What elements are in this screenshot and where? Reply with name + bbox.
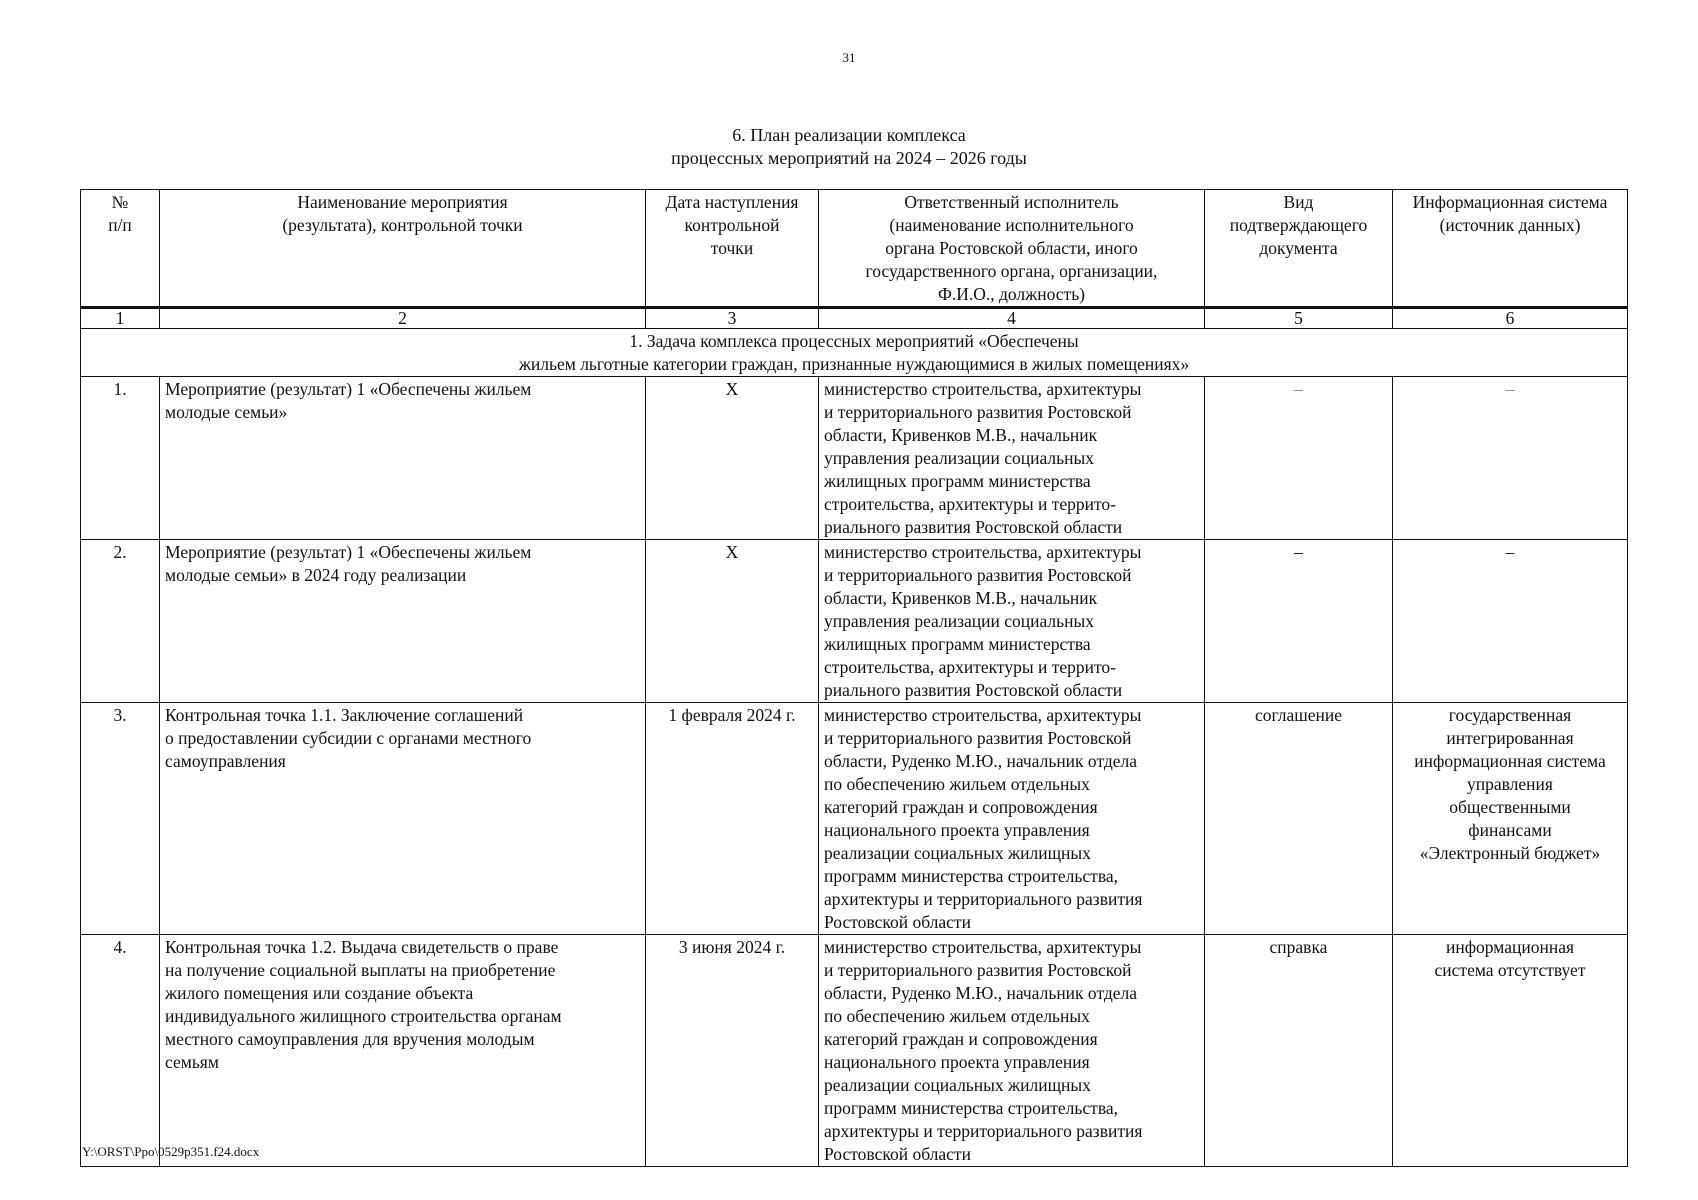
row-name: Мероприятие (результат) 1 «Обеспечены жильем молодые семьи» bbox=[160, 377, 646, 540]
table-row bbox=[81, 540, 1628, 703]
table-row bbox=[81, 703, 1628, 935]
row-responsible: министерство строительства, архитектуры и территориального развития Ростовской области, Руденко М.Ю., начальник отдела по обеспечению жильем отдельных категорий граждан и сопровождения национального проекта управления реализации социальных жилищных программ министерства строительства, архитектуры и территориального развития Ростовской области bbox=[819, 935, 1205, 1167]
header-name: Наименование мероприятия (результата), контрольной точки bbox=[160, 190, 646, 308]
row-responsible: министерство строительства, архитектуры и территориального развития Ростовской области, Кривенков М.В., начальник управления реализации социальных жилищных программ министерства строительства, архитектуры и террито- риального развития Ростовской области bbox=[819, 377, 1205, 540]
title-line-2: процессных мероприятий на 2024 – 2026 годы bbox=[671, 148, 1027, 168]
column-number-row bbox=[81, 308, 1628, 329]
row-number: 4. bbox=[81, 935, 160, 1167]
row-document: справка bbox=[1205, 935, 1393, 1167]
header-responsible: Ответственный исполнитель (наименование исполнительного органа Ростовской области, иного государственного органа, организации, Ф.И.О., должность) bbox=[819, 190, 1205, 308]
row-document: соглашение bbox=[1205, 703, 1393, 935]
table-row bbox=[81, 377, 1628, 540]
row-number: 1. bbox=[81, 377, 160, 540]
row-system: информационная система отсутствует bbox=[1393, 935, 1628, 1167]
section-row bbox=[81, 329, 1628, 377]
table-row bbox=[81, 935, 1628, 1167]
column-number: 4 bbox=[819, 308, 1205, 329]
column-number: 5 bbox=[1205, 308, 1393, 329]
header-num: № п/п bbox=[81, 190, 160, 308]
table-header-row bbox=[81, 190, 1628, 308]
row-document: – bbox=[1205, 540, 1393, 703]
row-system: – bbox=[1393, 377, 1628, 540]
row-responsible: министерство строительства, архитектуры и территориального развития Ростовской области, Руденко М.Ю., начальник отдела по обеспечению жильем отдельных категорий граждан и сопровождения национального проекта управления реализации социальных жилищных программ министерства строительства, архитектуры и территориального развития Ростовской области bbox=[819, 703, 1205, 935]
page-number: 31 bbox=[842, 50, 856, 65]
column-number: 1 bbox=[81, 308, 160, 329]
header-date: Дата наступления контрольной точки bbox=[646, 190, 819, 308]
column-number: 2 bbox=[160, 308, 646, 329]
row-number: 3. bbox=[81, 703, 160, 935]
row-number: 2. bbox=[81, 540, 160, 703]
plan-table bbox=[80, 189, 1628, 1167]
file-path-footer: Y:\ORST\Ppo\0529p351.f24.docx bbox=[82, 1144, 260, 1159]
row-date: Х bbox=[646, 377, 819, 540]
row-date: 1 февраля 2024 г. bbox=[646, 703, 819, 935]
row-name: Мероприятие (результат) 1 «Обеспечены жильем молодые семьи» в 2024 году реализации bbox=[160, 540, 646, 703]
row-name: Контрольная точка 1.2. Выдача свидетельств о праве на получение социальной выплаты на приобретение жилого помещения или создание объекта индивидуального жилищного строительства органам местного самоуправления для вручения молодым семьям bbox=[160, 935, 646, 1167]
section-title: 1. Задача комплекса процессных мероприятий «Обеспечены жильем льготные категории граждан, признанные нуждающимися в жилых помещениях» bbox=[81, 329, 1628, 377]
row-date: 3 июня 2024 г. bbox=[646, 935, 819, 1167]
row-name: Контрольная точка 1.1. Заключение соглашений о предоставлении субсидии с органами местного самоуправления bbox=[160, 703, 646, 935]
row-date: Х bbox=[646, 540, 819, 703]
column-number: 3 bbox=[646, 308, 819, 329]
column-number: 6 bbox=[1393, 308, 1628, 329]
title-line-1: 6. План реализации комплекса bbox=[732, 125, 966, 145]
row-system: – bbox=[1393, 540, 1628, 703]
row-system: государственная интегрированная информационная система управления общественными финансами «Электронный бюджет» bbox=[1393, 703, 1628, 935]
header-document: Вид подтверждающего документа bbox=[1205, 190, 1393, 308]
header-system: Информационная система (источник данных) bbox=[1393, 190, 1628, 308]
row-responsible: министерство строительства, архитектуры и территориального развития Ростовской области, Кривенков М.В., начальник управления реализации социальных жилищных программ министерства строительства, архитектуры и террито- риального развития Ростовской области bbox=[819, 540, 1205, 703]
row-document: – bbox=[1205, 377, 1393, 540]
document-title bbox=[0, 124, 1698, 170]
